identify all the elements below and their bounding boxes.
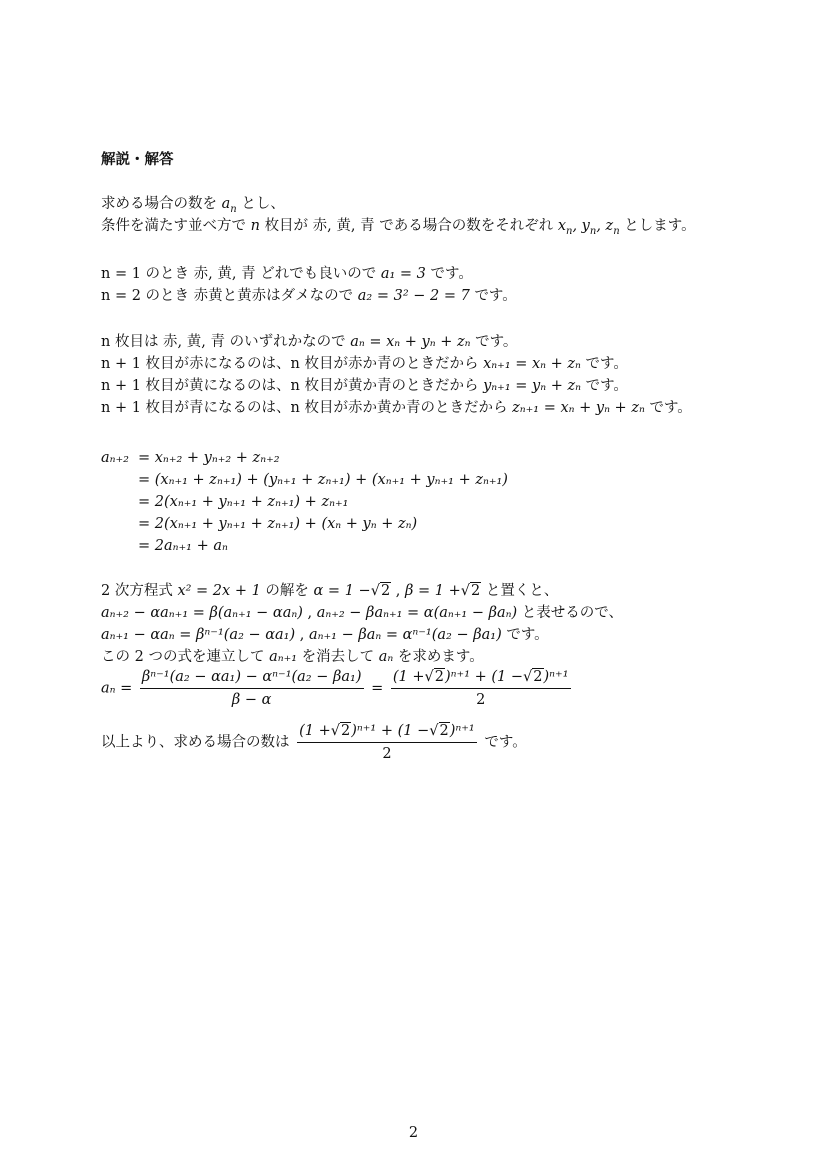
math-eq: zₙ₊₁ = xₙ + yₙ + zₙ	[512, 400, 645, 416]
math-eq: aₙ₊₁ − αaₙ = βⁿ⁻¹(a₂ − αa₁)	[101, 627, 296, 643]
final-formula	[101, 668, 574, 709]
text: です。	[474, 288, 517, 304]
fraction-denominator: 2	[476, 692, 486, 708]
intro-paragraph	[101, 193, 696, 237]
derivation-line-3: = 2(xₙ₊₁ + yₙ₊₁ + zₙ₊₁) + zₙ₊₁	[138, 494, 349, 510]
math-eq: aₙ₊₁ − βaₙ = αⁿ⁻¹(a₂ − βa₁)	[308, 627, 502, 643]
recurrence-line-2	[101, 353, 692, 375]
sqrt-radicand: 2	[380, 583, 391, 599]
derivation-line-4: = 2(xₙ₊₁ + yₙ₊₁ + zₙ₊₁) + (xₙ + yₙ + zₙ)	[138, 516, 418, 532]
text: と置くと、	[485, 583, 559, 599]
math-eq: aₙ = xₙ + yₙ + zₙ	[350, 334, 471, 350]
text: 以上より、求める場合の数は	[101, 734, 290, 751]
text: を求めます。	[397, 649, 484, 665]
derivation-lhs: aₙ₊₂	[101, 450, 129, 466]
case-1	[101, 263, 517, 285]
alpha-expr: α = 1 −	[313, 583, 371, 599]
text: です。	[484, 734, 527, 751]
text: n + 1 枚目が赤になるのは、n 枚目が赤か青のときだから	[101, 356, 479, 372]
derivation-line-2: = (xₙ₊₁ + zₙ₊₁) + (yₙ₊₁ + zₙ₊₁) + (xₙ₊₁ + yₙ₊₁ + zₙ₊₁)	[138, 472, 508, 488]
sqrt-radicand: 2	[533, 669, 543, 685]
fraction-denominator: 2	[382, 746, 392, 762]
text: 2 次方程式	[101, 583, 173, 599]
math-term: aₙ₊₁	[269, 649, 298, 665]
intro-line-1	[101, 193, 696, 215]
fraction-denominator: β − α	[231, 692, 272, 708]
sqrt-radicand: 2	[439, 723, 449, 739]
fraction-numerator: (1 +√2)ⁿ⁺¹ + (1 −√2)ⁿ⁺¹	[297, 722, 477, 743]
solution-line-2: aₙ₊₂ − αaₙ₊₁ = β(aₙ₊₁ − αaₙ) , aₙ₊₂ − βaₙ₊₁ = α(aₙ₊₁ − βaₙ) と表せるので、	[101, 605, 623, 621]
sqrt-radicand: 2	[341, 723, 351, 739]
math-term: aₙ	[378, 649, 394, 665]
math-xyz: $x_n$, $y_n$, $z_n$	[557, 218, 620, 237]
text: とします。	[624, 218, 696, 234]
recurrence-paragraph	[101, 331, 692, 419]
num-part: )ⁿ⁺¹ + (1 −	[351, 723, 430, 739]
page-number: 2	[408, 1125, 419, 1141]
text: です。	[585, 378, 628, 394]
math-alpha: α = 1 −√2	[313, 583, 391, 599]
text: n = 1 のとき 赤, 黄, 青 どれでも良いので	[101, 266, 377, 282]
derivation-line-1: = xₙ₊₂ + yₙ₊₂ + zₙ₊₂	[138, 450, 280, 466]
solution-paragraph	[101, 580, 623, 668]
final-lhs: aₙ =	[101, 680, 133, 697]
text: とし、	[241, 196, 285, 212]
fraction-numerator: (1 +√2)ⁿ⁺¹ + (1 −√2)ⁿ⁺¹	[391, 668, 571, 689]
math-eq: a₁ = 3	[380, 266, 426, 282]
math-beta: β = 1 +√2	[405, 583, 481, 599]
num-part: )ⁿ⁺¹	[449, 723, 475, 739]
text: 条件を満たす並べ方で	[101, 218, 246, 234]
solution-line-1: 2 次方程式 x² = 2x + 1 の解を α = 1 −√2 , β = 1 +√2 と置くと、	[101, 583, 559, 599]
num-part: (1 +	[299, 723, 331, 739]
answer-line	[101, 722, 527, 763]
text: を消去して	[301, 649, 375, 665]
intro-line-2	[101, 215, 696, 237]
beta-expr: β = 1 +	[405, 583, 461, 599]
case-2	[101, 285, 517, 307]
num-part: )ⁿ⁺¹	[543, 669, 569, 685]
solution-line-3: aₙ₊₁ − αaₙ = βⁿ⁻¹(a₂ − αa₁) , aₙ₊₁ − βaₙ = αⁿ⁻¹(a₂ − βa₁) です。	[101, 627, 549, 643]
sqrt-radicand: 2	[434, 669, 445, 685]
fraction-2	[391, 668, 571, 709]
text: n + 1 枚目が青になるのは、n 枚目が赤か黄か青のときだから	[101, 400, 508, 416]
math-eq: xₙ₊₁ = xₙ + zₙ	[483, 356, 581, 372]
math-an: $a_n$	[221, 196, 237, 215]
recurrence-line-1	[101, 331, 692, 353]
text: この 2 つの式を連立して	[101, 649, 265, 665]
text: です。	[585, 356, 628, 372]
text: n + 1 枚目が黄になるのは、n 枚目が黄か青のときだから	[101, 378, 479, 394]
text: です。	[506, 627, 549, 643]
text: n = 2 のとき 赤黄と黄赤はダメなので	[101, 288, 354, 304]
fraction-1	[140, 668, 364, 709]
derivation-line-5: = 2aₙ₊₁ + aₙ	[138, 538, 228, 554]
math-n: n	[250, 218, 260, 234]
math-eq: x² = 2x + 1	[177, 583, 261, 599]
recurrence-line-4	[101, 397, 692, 419]
text: です。	[649, 400, 692, 416]
text: 求める場合の数を	[101, 196, 217, 212]
heading: 解説・解答	[101, 152, 174, 168]
text: と表せるので、	[521, 605, 623, 621]
fraction-numerator: βⁿ⁻¹(a₂ − αa₁) − αⁿ⁻¹(a₂ − βa₁)	[140, 668, 364, 689]
equals-sign: =	[371, 680, 384, 697]
text: です。	[475, 334, 518, 350]
math-eq: yₙ₊₁ = yₙ + zₙ	[483, 378, 581, 394]
text: n 枚目は 赤, 黄, 青 のいずれかなので	[101, 334, 346, 350]
sqrt-radicand: 2	[470, 583, 481, 599]
recurrence-line-3	[101, 375, 692, 397]
answer-fraction	[297, 722, 477, 763]
math-eq: a₂ = 3² − 2 = 7	[357, 288, 470, 304]
num-part: (1 +	[392, 669, 425, 685]
solution-line-4	[101, 646, 623, 668]
cases-paragraph	[101, 263, 517, 307]
text: 枚目が 赤, 黄, 青 である場合の数をそれぞれ	[264, 218, 554, 234]
math-eq: aₙ₊₂ − αaₙ₊₁ = β(aₙ₊₁ − αaₙ)	[101, 605, 303, 621]
text: です。	[430, 266, 473, 282]
num-part: )ⁿ⁺¹ + (1 −	[445, 669, 524, 685]
math-eq: aₙ₊₂ − βaₙ₊₁ = α(aₙ₊₁ − βaₙ)	[316, 605, 518, 621]
text: の解を	[265, 583, 309, 599]
